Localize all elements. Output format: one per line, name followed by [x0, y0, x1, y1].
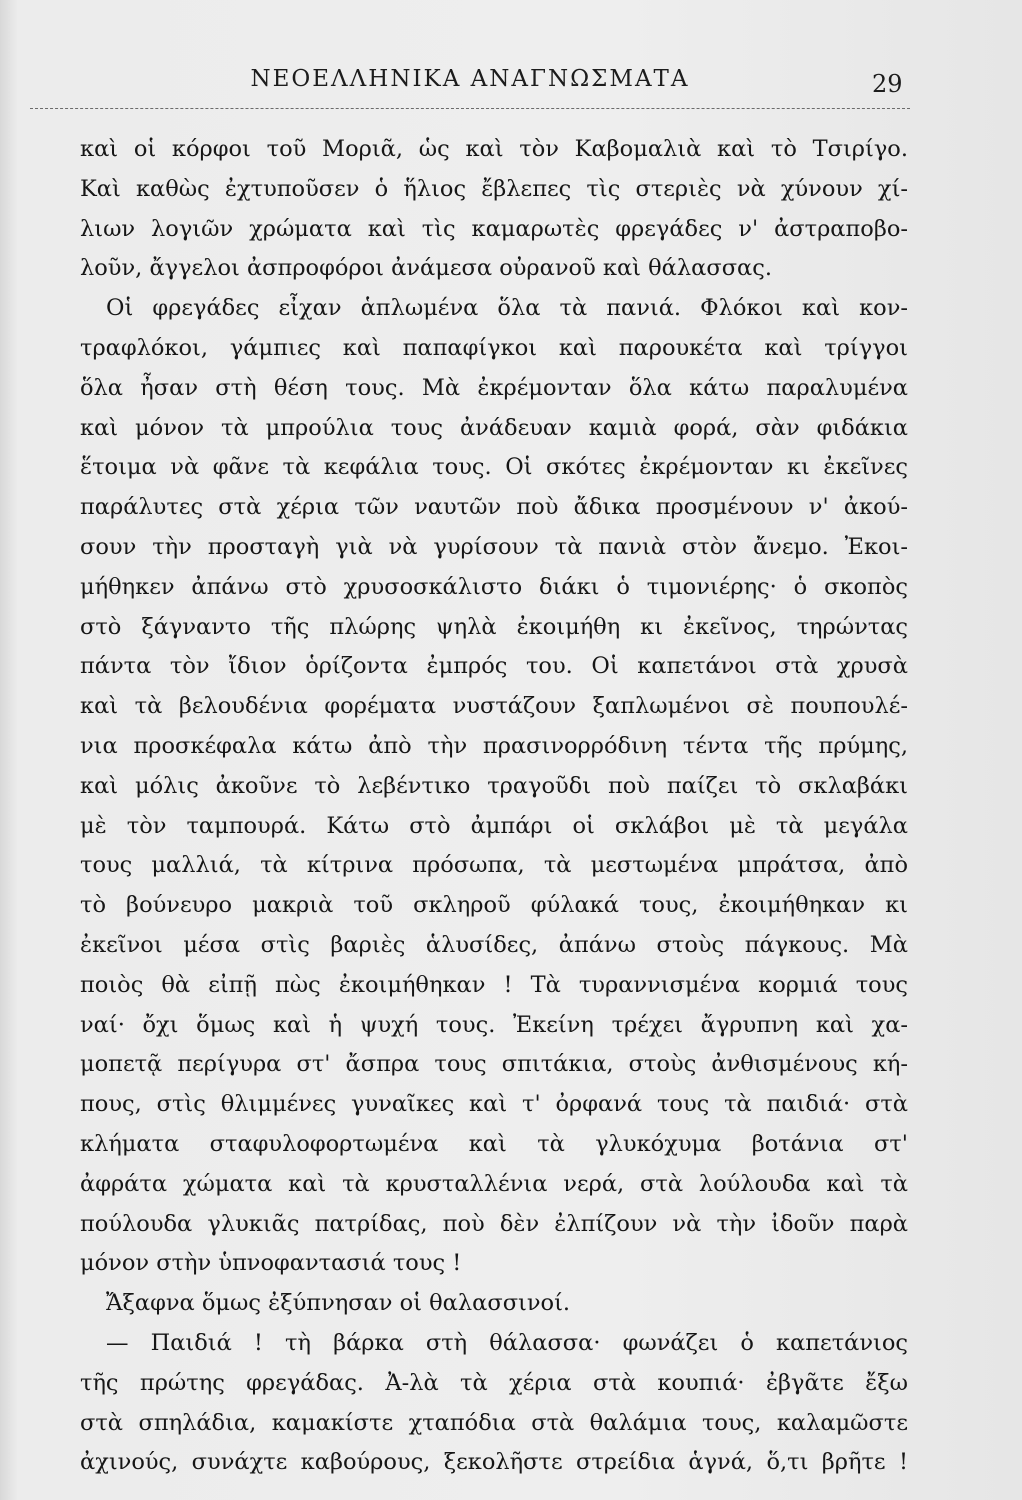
text-line: ποιὸς θὰ εἰπῇ πὼς ἐκοιμήθηκαν ! Τὰ τυραννισμένα κορμιά τους — [80, 971, 908, 998]
text-line: πους, στὶς θλιμμένες γυναῖκες καὶ τ' ὀρφανά τους τὰ παιδιά· στὰ — [80, 1091, 908, 1118]
text-line: ἀχινούς, συνάχτε καβούρους, ξεκολῆστε στρείδια ἁγνά, ὅ,τι βρῆτε ! — [80, 1449, 908, 1476]
text-line: τραφλόκοι, γάμπιες καὶ παπαφίγκοι καὶ παρουκέτα καὶ τρίγγοι — [80, 334, 908, 361]
text-line: μόνον στὴν ὑπνοφαντασιά τους ! — [80, 1250, 462, 1277]
text-line: πάντα τὸν ἴδιον ὁρίζοντα ἐμπρός του. Οἱ καπετάνοι στὰ χρυσὰ — [80, 653, 908, 680]
page-header — [30, 60, 910, 109]
text-line: στὰ σπηλάδια, καμακίστε χταπόδια στὰ θαλάμια τους, καλαμῶστε — [80, 1409, 908, 1436]
text-line: καὶ οἱ κόρφοι τοῦ Μοριᾶ, ὡς καὶ τὸν Καβομαλιὰ καὶ τὸ Τσιρίγο. — [80, 136, 908, 162]
text-line: μὲ τὸν ταμπουρά. Κάτω στὸ ἀμπάρι οἱ σκλάβοι μὲ τὰ μεγάλα — [80, 812, 908, 839]
text-line: — Παιδιά ! τὴ βάρκα στὴ θάλασσα· φωνάζει ὁ καπετάνιος — [106, 1329, 908, 1356]
text-line: σουν τὴν προσταγὴ γιὰ νὰ γυρίσουν τὰ πανιὰ στὸν ἄνεμο. Ἐκοι- — [80, 533, 908, 560]
text-line: πούλουδα γλυκιᾶς πατρίδας, ποὺ δὲν ἐλπίζουν νὰ τὴν ἰδοῦν παρὰ — [80, 1210, 908, 1237]
text-line: λιων λογιῶν χρώματα καὶ τὶς καμαρωτὲς φρεγάδες ν' ἀστραποβο- — [80, 215, 908, 242]
text-line: μοπετᾷ περίγυρα στ' ἄσπρα τους σπιτάκια, στοὺς ἀνθισμένους κή- — [80, 1051, 908, 1078]
text-line: ἕτοιμα νὰ φᾶνε τὰ κεφάλια τους. Οἱ σκότες ἐκρέμονταν κι ἐκεῖνες — [80, 454, 908, 481]
text-line: καὶ μόνον τὰ μπρούλια τους ἀνάδευαν καμιὰ φορά, σὰν φιδάκια — [80, 414, 908, 441]
body-text — [80, 130, 908, 1483]
text-line: παράλυτες στὰ χέρια τῶν ναυτῶν ποὺ ἄδικα προσμένουν ν' ἀκού- — [80, 494, 908, 521]
text-line: λοῦν, ἄγγελοι ἀσπροφόροι ἀνάμεσα οὐρανοῦ καὶ θάλασσας. — [80, 255, 772, 282]
text-line: ὅλα ἦσαν στὴ θέση τους. Μὰ ἐκρέμονταν ὅλα κάτω παραλυμένα — [80, 374, 908, 401]
text-line: καὶ μόλις ἀκοῦνε τὸ λεβέντικο τραγοῦδι ποὺ παίζει τὸ σκλαβάκι — [80, 772, 908, 799]
text-line: τὸ βούνευρο μακριὰ τοῦ σκληροῦ φύλακά τους, ἐκοιμήθηκαν κι — [80, 892, 908, 919]
text-line: ἐκεῖνοι μέσα στὶς βαριὲς ἁλυσίδες, ἀπάνω στοὺς πάγκους. Μὰ — [80, 931, 908, 958]
text-line: ναί· ὄχι ὅμως καὶ ἡ ψυχή τους. Ἐκείνη τρέχει ἄγρυπνη καὶ χα- — [80, 1011, 908, 1038]
text-line: κλήματα σταφυλοφορτωμένα καὶ τὰ γλυκόχυμα βοτάνια στ' — [80, 1130, 908, 1157]
text-line: μήθηκεν ἀπάνω στὸ χρυσοσκάλιστο διάκι ὁ τιμονιέρης· ὁ σκοπὸς — [80, 573, 908, 600]
text-line: ἀφράτα χώματα καὶ τὰ κρυσταλλένια νερά, στὰ λούλουδα καὶ τὰ — [80, 1170, 908, 1197]
page-number: 29 — [872, 70, 903, 98]
text-line: Καὶ καθὼς ἐχτυποῦσεν ὁ ἥλιος ἔβλεπες τὶς στεριὲς νὰ χύνουν χί- — [80, 175, 908, 202]
text-line: Οἱ φρεγάδες εἶχαν ἁπλωμένα ὅλα τὰ πανιά. Φλόκοι καὶ κον- — [106, 295, 908, 322]
text-line: Ἄξαφνα ὅμως ἐξύπνησαν οἱ θαλασσινοί. — [106, 1290, 571, 1317]
running-title: ΝΕΟΕΛΛΗΝΙΚΑ ΑΝΑΓΝΩΣΜΑΤΑ — [250, 66, 690, 92]
text-line: τους μαλλιά, τὰ κίτρινα πρόσωπα, τὰ μεστωμένα μπράτσα, ἀπὸ — [80, 852, 908, 879]
text-line: νια προσκέφαλα κάτω ἀπὸ τὴν πρασινορρόδινη τέντα τῆς πρύμης, — [80, 732, 908, 759]
text-line: τῆς πρώτης φρεγάδας. Ἀ-λὰ τὰ χέρια στὰ κουπιά· ἐβγᾶτε ἔξω — [80, 1369, 908, 1396]
text-line: καὶ τὰ βελουδένια φορέματα νυστάζουν ξαπλωμένοι σὲ πουπουλέ- — [80, 693, 908, 720]
text-line: στὸ ξάγναντο τῆς πλώρης ψηλὰ ἐκοιμήθη κι ἐκεῖνος, τηρώντας — [80, 613, 908, 640]
